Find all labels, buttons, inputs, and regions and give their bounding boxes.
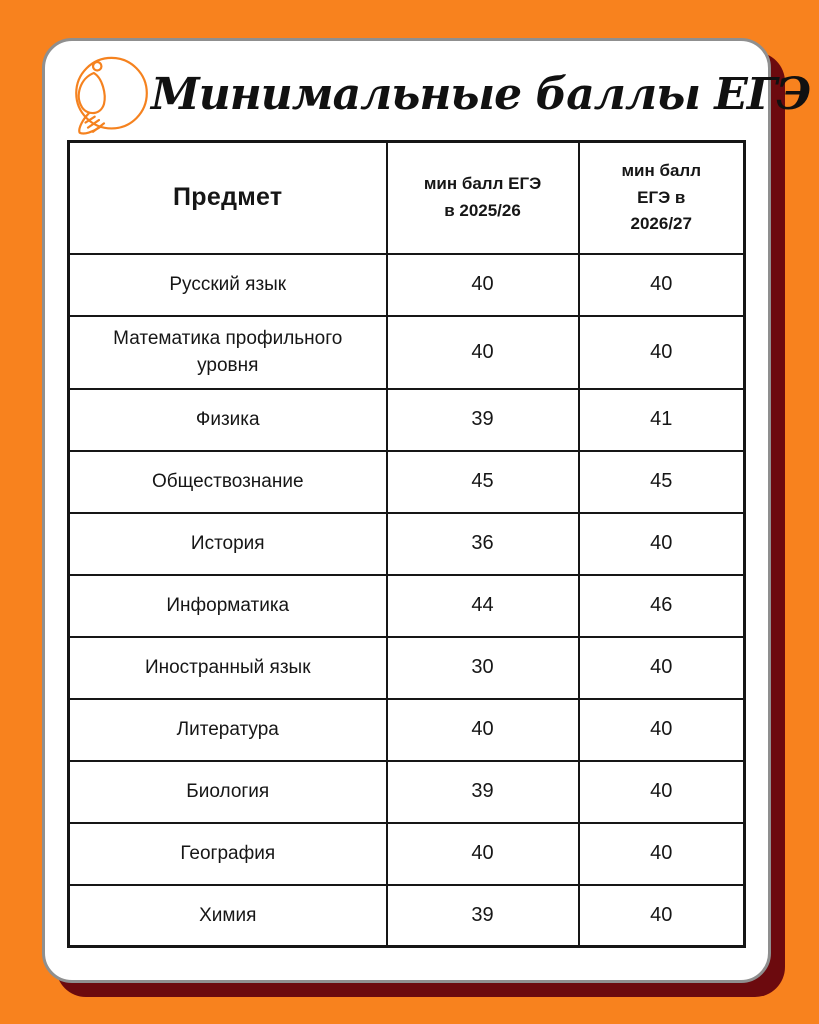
score-2026-27-cell: 40 xyxy=(579,254,745,316)
subject-cell: Русский язык xyxy=(69,254,387,316)
subject-cell: Иностранный язык xyxy=(69,637,387,699)
header xyxy=(45,41,811,137)
score-2026-27-cell: 40 xyxy=(579,513,745,575)
subject-cell: География xyxy=(69,823,387,885)
score-2025-26-cell: 39 xyxy=(387,885,579,947)
score-2026-27-cell: 40 xyxy=(579,823,745,885)
bird-logo-icon xyxy=(67,52,151,136)
score-2026-27-cell: 45 xyxy=(579,451,745,513)
subject-cell: Математика профильного уровня xyxy=(69,316,387,389)
score-2026-27-cell: 40 xyxy=(579,761,745,823)
table-row xyxy=(69,316,745,389)
score-2025-26-cell: 39 xyxy=(387,761,579,823)
table-row xyxy=(69,513,745,575)
table-row xyxy=(69,575,745,637)
score-2025-26-cell: 45 xyxy=(387,451,579,513)
score-2026-27-cell: 40 xyxy=(579,885,745,947)
subject-cell: Биология xyxy=(69,761,387,823)
table-row xyxy=(69,389,745,451)
table-row xyxy=(69,823,745,885)
table-row xyxy=(69,637,745,699)
table-row xyxy=(69,254,745,316)
column-header-score-2025-26: мин балл ЕГЭ в 2025/26 xyxy=(387,142,579,254)
subject-cell: Химия xyxy=(69,885,387,947)
score-2025-26-cell: 40 xyxy=(387,823,579,885)
table-header-row xyxy=(69,142,745,254)
score-2025-26-cell: 30 xyxy=(387,637,579,699)
score-2026-27-cell: 40 xyxy=(579,699,745,761)
table-row xyxy=(69,761,745,823)
score-2025-26-cell: 36 xyxy=(387,513,579,575)
score-2026-27-cell: 46 xyxy=(579,575,745,637)
score-2025-26-cell: 40 xyxy=(387,254,579,316)
subject-cell: История xyxy=(69,513,387,575)
column-header-subject: Предмет xyxy=(69,142,387,254)
table-row xyxy=(69,885,745,947)
subject-cell: Информатика xyxy=(69,575,387,637)
score-2025-26-cell: 44 xyxy=(387,575,579,637)
table-row xyxy=(69,451,745,513)
score-2025-26-cell: 39 xyxy=(387,389,579,451)
score-2025-26-cell: 40 xyxy=(387,316,579,389)
score-2026-27-cell: 40 xyxy=(579,316,745,389)
score-2026-27-cell: 41 xyxy=(579,389,745,451)
content-card xyxy=(42,38,811,983)
score-2026-27-cell: 40 xyxy=(579,637,745,699)
score-2025-26-cell: 40 xyxy=(387,699,579,761)
subject-cell: Физика xyxy=(69,389,387,451)
min-scores-table xyxy=(67,140,746,948)
table-row xyxy=(69,699,745,761)
column-header-score-2026-27: мин балл ЕГЭ в 2026/27 xyxy=(579,142,745,254)
subject-cell: Обществознание xyxy=(69,451,387,513)
subject-cell: Литература xyxy=(69,699,387,761)
page-title: Минимальные баллы ЕГЭ xyxy=(151,68,811,120)
